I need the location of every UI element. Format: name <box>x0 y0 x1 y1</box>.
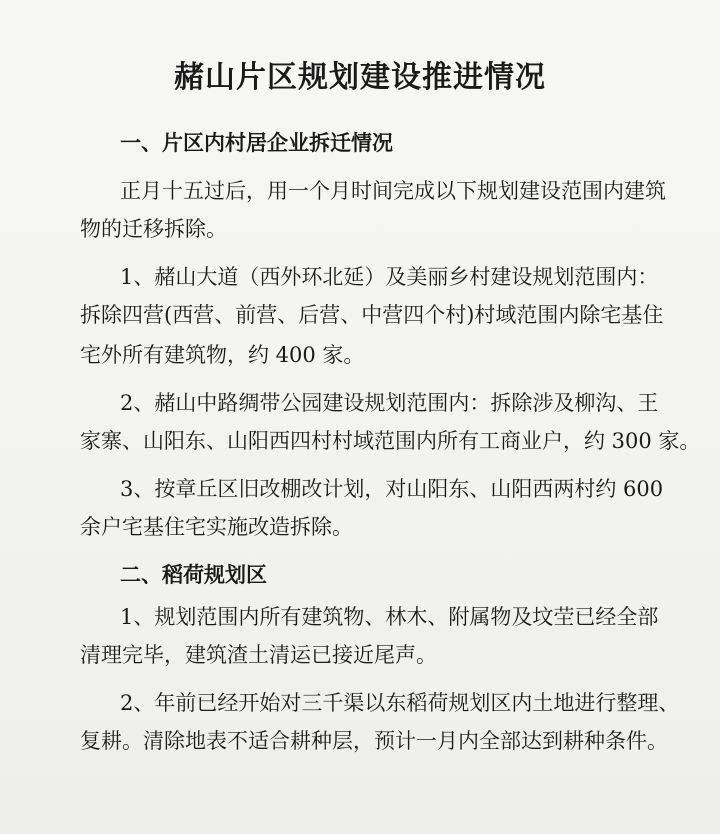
paragraph-line: 家寨、山阳东、山阳西四村村域范围内所有工商业户，约 300 家。 <box>80 429 701 453</box>
paragraph-line: 复耕。清除地表不适合耕种层，预计一月内全部达到耕种条件。 <box>80 729 668 753</box>
paragraph-line: 拆除四营(西营、前营、后营、中营四个村)村域范围内除宅基住 <box>80 303 664 327</box>
paragraph-line: 2、赭山中路绸带公园建设规划范围内：拆除涉及柳沟、王 <box>120 391 659 415</box>
paragraph-line: 物的迁移拆除。 <box>80 217 227 241</box>
paragraph-line: 1、规划范围内所有建筑物、林木、附属物及坟茔已经全部 <box>120 605 659 629</box>
page-title: 赭山片区规划建设推进情况 <box>174 60 546 95</box>
section-heading: 二、稻荷规划区 <box>120 563 267 587</box>
paragraph-line: 2、年前已经开始对三千渠以东稻荷规划区内土地进行整理、 <box>120 691 680 715</box>
paragraph-line: 清理完毕，建筑渣土清运已接近尾声。 <box>80 643 437 667</box>
paragraph-line: 正月十五过后，用一个月时间完成以下规划建设范围内建筑 <box>120 179 666 203</box>
section-heading: 一、片区内村居企业拆迁情况 <box>120 131 393 155</box>
paragraph-line: 余户宅基住宅实施改造拆除。 <box>80 515 353 539</box>
paragraph-line: 1、赭山大道（西外环北延）及美丽乡村建设规划范围内： <box>120 265 659 289</box>
paragraph-line: 宅外所有建筑物，约 400 家。 <box>80 343 365 367</box>
paragraph-line: 3、按章丘区旧改棚改计划，对山阳东、山阳西两村约 600 <box>120 477 664 501</box>
